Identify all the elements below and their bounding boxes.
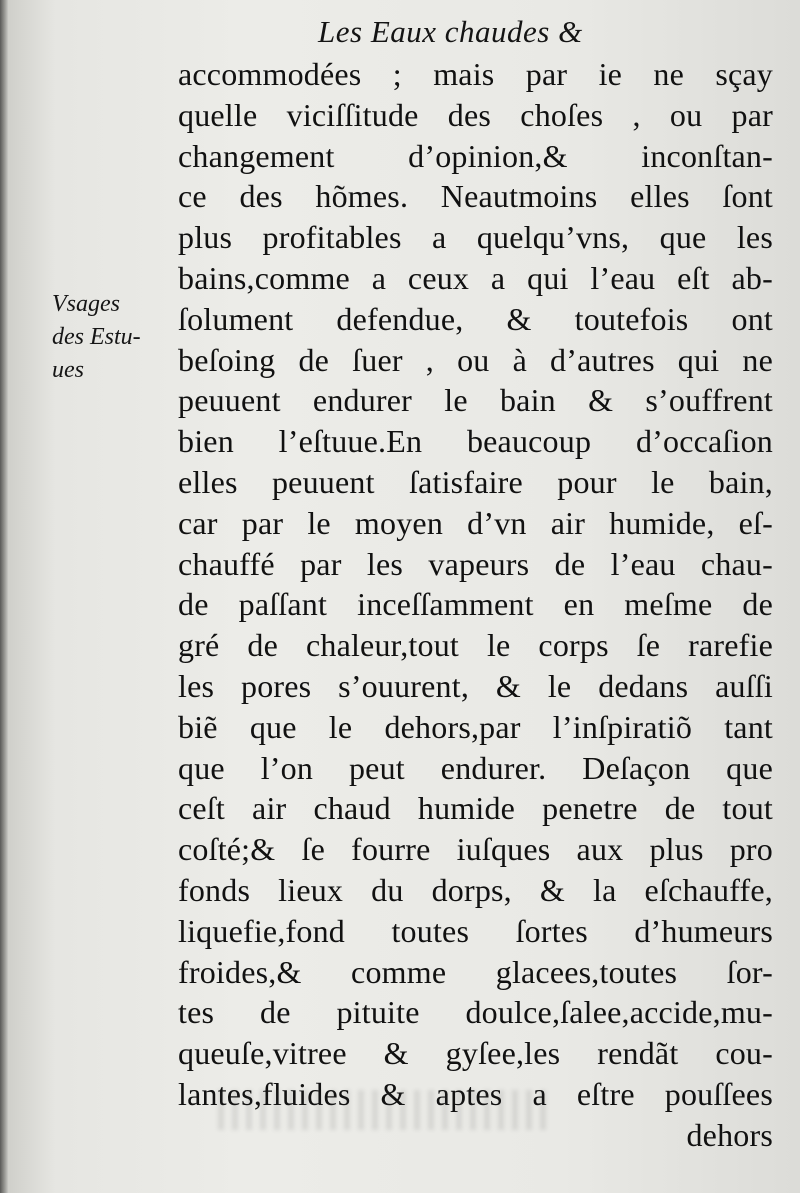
text-line: accommodées ; mais par ie ne sçay (178, 56, 773, 92)
book-gutter-shadow (0, 0, 8, 1193)
text-line: fonds lieux du dorps, & la eſchauffe, (178, 871, 773, 908)
text-line: coſté;& ſe fourre iuſques aux plus pro (178, 831, 773, 868)
main-text-block (178, 54, 773, 1156)
text-line: quelle viciſſitude des choſes , ou par (178, 96, 773, 133)
text-line: de paſſant inceſſamment en meſme de (178, 586, 773, 623)
text-line: bains,comme a ceux a qui l’eau eſt ab- (178, 259, 773, 296)
book-page (8, 0, 800, 1193)
text-line: queuſe,vitree & gyſee,les rendãt cou- (178, 1035, 773, 1072)
margin-note (52, 288, 172, 387)
text-line: les pores s’ouurent, & le dedans auſſi (178, 667, 773, 704)
text-line: changement d’opinion,& inconſtan- (178, 137, 773, 174)
margin-note-line: Vsages (52, 291, 120, 317)
text-line: que l’on peut endurer. Deſaçon que (178, 749, 773, 786)
text-line: peuuent endurer le bain & s’ouffrent (178, 382, 773, 419)
text-line: elles peuuent ſatisfaire pour le bain, (178, 463, 773, 500)
text-line: froides,& comme glacees,toutes ſor- (178, 953, 773, 990)
catchword: dehors (686, 1116, 773, 1153)
show-through-bleed (218, 1090, 548, 1130)
margin-note-line: des Estu- (52, 324, 141, 350)
text-line: biẽ que le dehors,par l’inſpiratiõ tant (178, 708, 773, 745)
text-line: ſolument defendue, & toutefois ont (178, 300, 773, 337)
text-line: gré de chaleur,tout le corps ſe rarefie (178, 627, 773, 664)
text-line: car par le moyen d’vn air humide, eſ- (178, 504, 773, 541)
margin-note-line: ues (52, 357, 84, 383)
text-line: lantes,fluides & aptes a eſtre pouſſees (178, 1075, 773, 1112)
text-line: liquefie,fond toutes ſortes d’humeurs (178, 912, 773, 949)
running-head: Les Eaux chaudes & (318, 14, 583, 49)
text-line: plus profitables a quelqu’vns, que les (178, 219, 773, 256)
text-line: tes de pituite doulce,ſalee,accide,mu- (178, 994, 773, 1031)
text-line: beſoing de ſuer , ou à d’autres qui ne (178, 341, 773, 378)
text-line: bien l’eſtuue.En beaucoup d’occaſion (178, 423, 773, 460)
text-line: chauffé par les vapeurs de l’eau chau- (178, 545, 773, 582)
text-line: ceſt air chaud humide penetre de tout (178, 790, 773, 827)
text-line: ce des hõmes. Neautmoins elles ſont (178, 178, 773, 215)
